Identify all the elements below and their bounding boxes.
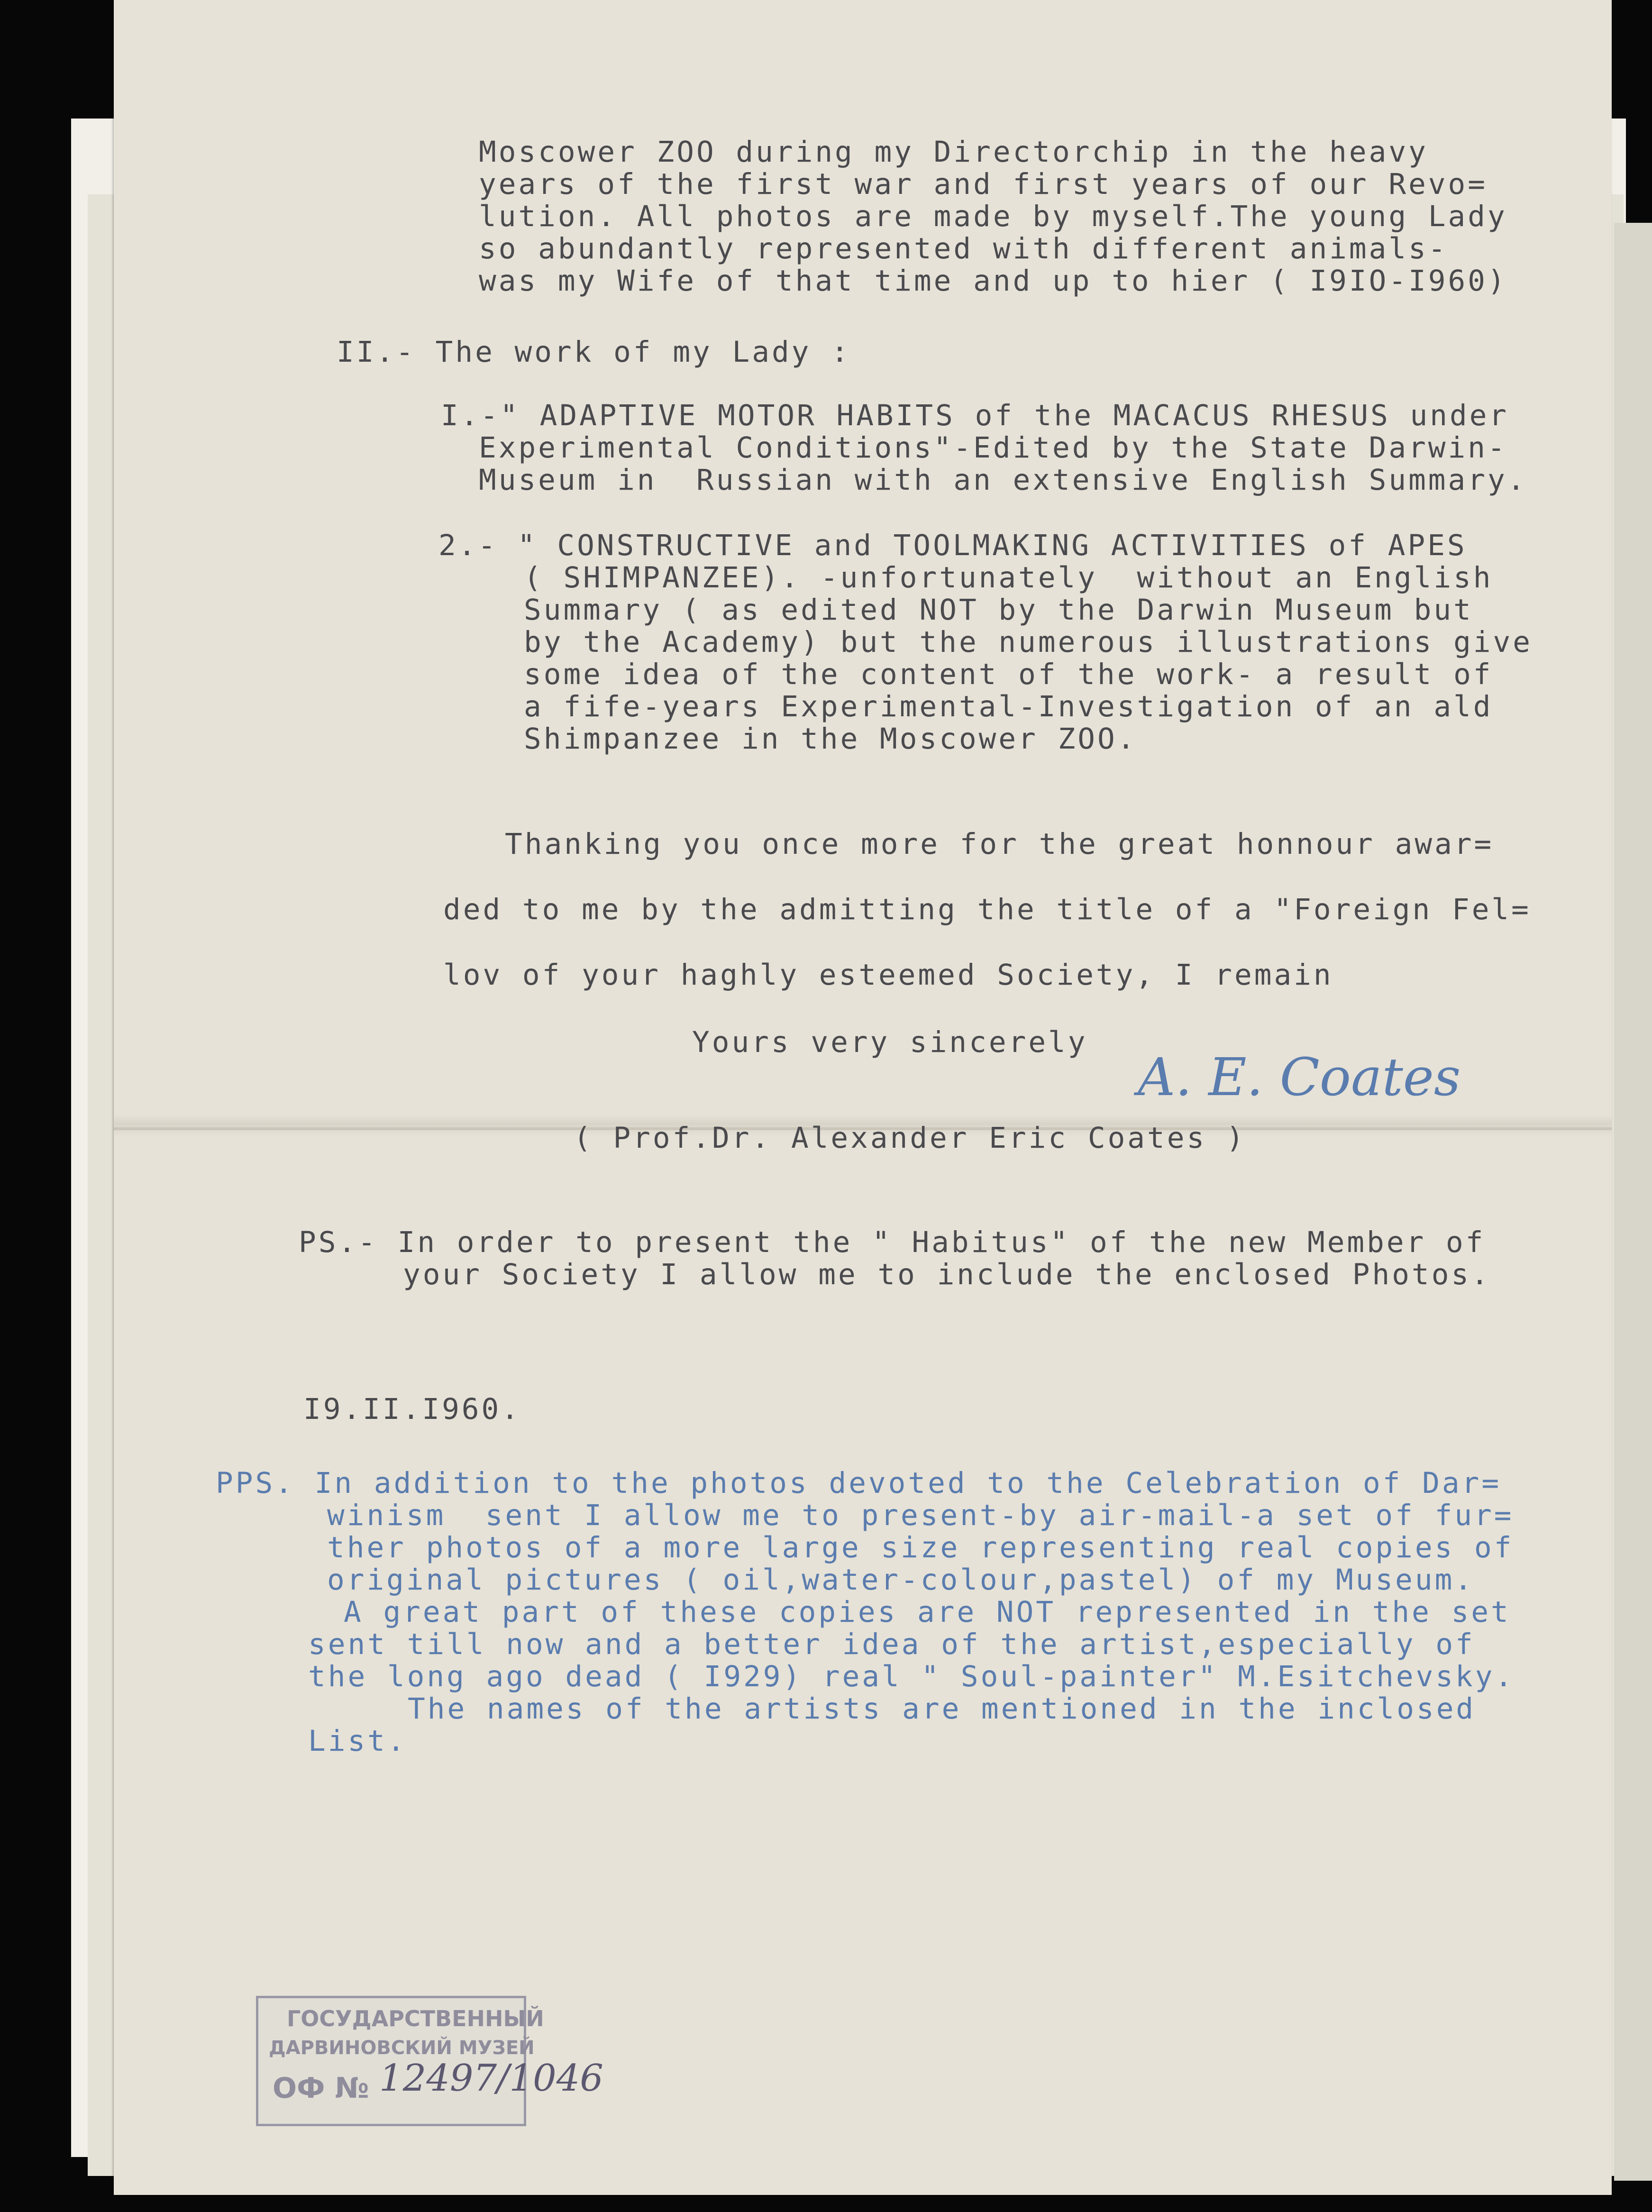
- pps-line: sent till now and a better idea of the artist,especially of: [308, 1627, 1475, 1661]
- underlying-sheet-edge: [1614, 223, 1652, 2181]
- section-heading: II.- The work of my Lady :: [337, 335, 851, 369]
- intro-line: was my Wife of that time and up to hier ( I9IO-I960): [479, 264, 1507, 298]
- pps-line: The names of the artists are mentioned in the inclosed: [408, 1692, 1476, 1726]
- stamp-inventory-prefix: ОФ №: [273, 2072, 369, 2105]
- stamp-inventory-number: 12497/1046: [379, 2057, 603, 2100]
- work-2-line: Shimpanzee in the Moscower ZOO.: [524, 722, 1137, 756]
- ps-line: PS.- In order to present the " Habitus" of the new Member of: [299, 1225, 1486, 1259]
- stamp-museum-state: ГОСУДАРСТВЕННЫЙ: [287, 2006, 544, 2031]
- pps-line: PPS. In addition to the photos devoted to the Celebration of Dar=: [216, 1466, 1502, 1500]
- signature-text: A. E. Coates: [1138, 1047, 1461, 1107]
- pps-line: A great part of these copies are NOT represented in the set: [344, 1595, 1511, 1629]
- intro-line: so abundantly represented with different animals-: [479, 232, 1448, 265]
- work-1-line: Experimental Conditions"-Edited by the State Darwin-: [479, 431, 1507, 465]
- pps-line: original pictures ( oil,water-colour,pastel) of my Museum.: [327, 1563, 1475, 1597]
- thanks-line: lov of your haghly esteemed Society, I remain: [443, 958, 1333, 992]
- letter-date: I9.II.I960.: [303, 1392, 521, 1426]
- handwritten-signature: [1133, 1041, 1493, 1112]
- work-1-line: I.-" ADAPTIVE MOTOR HABITS of the MACACUS RHESUS under: [441, 399, 1509, 432]
- intro-line: Moscower ZOO during my Directorchip in the heavy: [479, 135, 1428, 169]
- ps-line: your Society I allow me to include the enclosed Photos.: [403, 1258, 1491, 1291]
- work-1-line: Museum in Russian with an extensive English Summary.: [479, 463, 1527, 497]
- pps-line: winism sent I allow me to present-by air-mail-a set of fur=: [327, 1499, 1514, 1532]
- pps-line: the long ago dead ( I929) real " Soul-painter" M.Esitchevsky.: [308, 1660, 1515, 1693]
- work-2-line: Summary ( as edited NOT by the Darwin Museum but: [524, 593, 1473, 627]
- work-2-line: a fife-years Experimental-Investigation of an ald: [524, 690, 1493, 723]
- intro-line: lution. All photos are made by myself.The young Lady: [479, 200, 1507, 233]
- signatory: ( Prof.Dr. Alexander Eric Coates ): [574, 1121, 1246, 1155]
- intro-line: years of the first war and first years of our Revo=: [479, 167, 1488, 201]
- closing: Yours very sincerely: [692, 1025, 1088, 1059]
- work-2-line: some idea of the content of the work- a result of: [524, 658, 1493, 691]
- thanks-line: ded to me by the admitting the title of a "Foreign Fel=: [443, 893, 1531, 926]
- pps-line: List.: [308, 1724, 407, 1758]
- thanks-line: Thanking you once more for the great honnour awar=: [505, 827, 1494, 861]
- work-2-line: 2.- " CONSTRUCTIVE and TOOLMAKING ACTIVITIES of APES: [438, 529, 1467, 562]
- stamp-museum-name: ДАРВИНОВСКИЙ МУЗЕЙ: [269, 2037, 535, 2059]
- work-2-line: ( SHIMPANZEE). -unfortunately without an English: [524, 561, 1493, 594]
- pps-line: ther photos of a more large size representing real copies of: [327, 1531, 1514, 1564]
- work-2-line: by the Academy) but the numerous illustrations give: [524, 625, 1533, 659]
